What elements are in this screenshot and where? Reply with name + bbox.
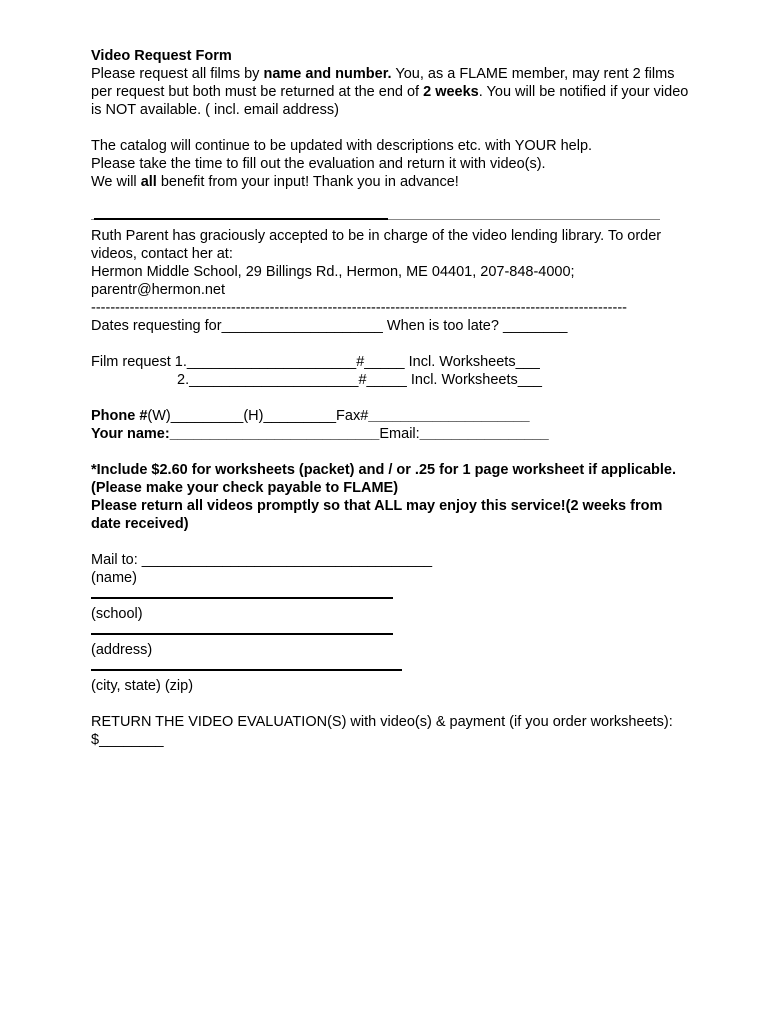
dates-requesting-field[interactable]: Dates requesting for____________________ When is too late? ________ (91, 318, 568, 334)
catalog-bold: all (140, 174, 157, 190)
contact-email[interactable]: parentr@hermon.net (91, 282, 226, 298)
film-request-2-field[interactable]: 2._____________________#_____ Incl. Worksheets___ (177, 372, 542, 388)
catalog-line-3 (91, 173, 691, 191)
contact-line-2: Hermon Middle School, 29 Billings Rd., Hermon, ME 04401, 207-848-4000; (91, 264, 575, 280)
phone-blanks[interactable]: (W)_________(H)_________Fax# (147, 408, 369, 424)
catalog-text-b: benefit from your input! Thank you in advance! (156, 174, 459, 190)
intro-bold-1: name and number. (263, 66, 392, 82)
your-name-blank[interactable]: __________________________ (169, 426, 380, 442)
mail-school-label: (school) (91, 606, 143, 622)
intro-text-1: Please request all films by (91, 66, 264, 82)
mail-name-label: (name) (91, 570, 137, 586)
catalog-line-2: Please take the time to fill out the evaluation and return it with video(s). (91, 156, 546, 172)
return-promptly-note: Please return all videos promptly so that ALL may enjoy this service!(2 weeks from date received) (91, 498, 667, 532)
catalog-text-a: We will (91, 174, 141, 190)
phone-label: Phone # (91, 408, 148, 424)
email-blank[interactable]: ________________ (419, 426, 549, 442)
film-request-1-field[interactable]: Film request 1._____________________#_____ Incl. Worksheets___ (91, 354, 540, 370)
mail-city-label: (city, state) (zip) (91, 678, 194, 694)
intro-text-3: . You will be notified if your video is NOT available. ( incl. email address) (91, 84, 693, 118)
intro-text-2: You, as a FLAME member, may rent 2 films per request but both must be returned at the end of (91, 66, 679, 100)
form-title: Video Request Form (91, 48, 232, 64)
intro-bold-2: 2 weeks (423, 84, 479, 100)
mail-to-field[interactable]: Mail to: ____________________________________ (91, 552, 433, 568)
worksheet-note: *Include $2.60 for worksheets (packet) and / or .25 for 1 page worksheet if applicable. (Please make your check payable to FLAME) (91, 462, 681, 496)
contact-line-1: Ruth Parent has graciously accepted to be in charge of the video lending library. To order videos, contact her at: (91, 228, 666, 262)
name-email-field[interactable] (91, 425, 691, 443)
dashed-separator: --------------------------------------------------------------------------------------------------------------- (91, 300, 627, 316)
intro-paragraph (91, 65, 691, 119)
your-name-label: Your name: (91, 426, 170, 442)
address-blank[interactable] (91, 623, 691, 641)
return-evaluation-text[interactable]: RETURN THE VIDEO EVALUATION(S) with video(s) & payment (if you order worksheets): $________ (91, 714, 677, 748)
catalog-line-1: The catalog will continue to be updated with descriptions etc. with YOUR help. (91, 138, 593, 154)
school-blank[interactable] (91, 587, 691, 605)
form-page (91, 47, 691, 749)
email-label: Email: (379, 426, 420, 442)
mail-address-label: (address) (91, 642, 153, 658)
fax-blank[interactable]: ____________________ (368, 408, 530, 424)
divider-rule (91, 209, 691, 227)
phone-field[interactable] (91, 407, 691, 425)
city-blank[interactable] (91, 659, 691, 677)
